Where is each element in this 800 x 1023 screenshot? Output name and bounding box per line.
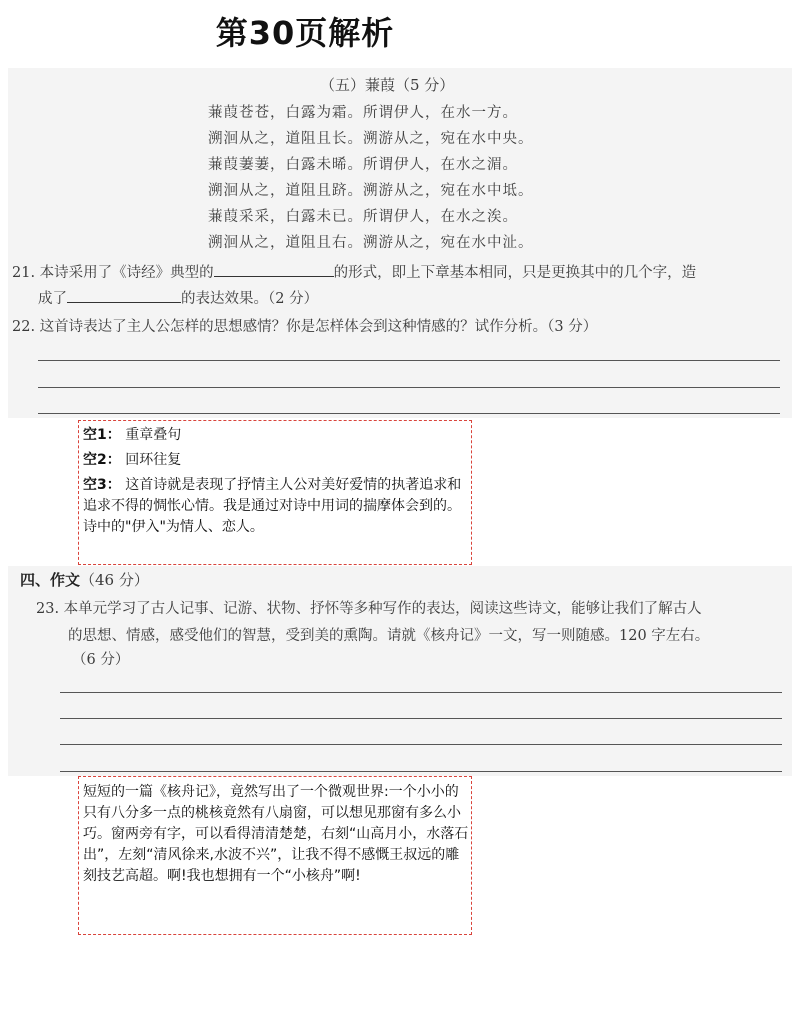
answer-blank-3-row bbox=[83, 475, 469, 538]
question-21-text: 21. 本诗采用了《诗经》典型的 bbox=[12, 265, 214, 281]
section-heading: 四、作文 bbox=[20, 571, 81, 589]
answer-line bbox=[60, 771, 782, 772]
answer-line bbox=[60, 718, 782, 719]
section-title bbox=[20, 569, 149, 590]
answer-blank-1-row bbox=[83, 425, 181, 446]
answer-line bbox=[38, 413, 780, 414]
question-23-line2: 的思想、情感，感受他们的智慧，受到美的熏陶。请就《核舟记》一文，写一则随感。120 字左右。 bbox=[68, 628, 710, 644]
question-21-text: 成了 bbox=[38, 291, 67, 307]
answer-label: 空2： bbox=[83, 452, 121, 468]
poem-title: （五）蒹葭（5 分） bbox=[320, 76, 455, 94]
question-23-line3: （6 分） bbox=[72, 652, 130, 668]
answer-label: 空1： bbox=[83, 427, 121, 443]
answer-line bbox=[60, 744, 782, 745]
question-21-line1 bbox=[12, 261, 696, 282]
answer-blank-2 bbox=[67, 288, 181, 303]
answer-box-composition bbox=[78, 776, 472, 935]
question-22: 22. 这首诗表达了主人公怎样的思想感情？你是怎样体会到这种情感的？试作分析。（3 分） bbox=[12, 319, 598, 335]
answer-text: 重章叠句 bbox=[125, 427, 182, 443]
poem-line: 蒹葭萋萋，白露未晞。所谓伊人，在水之湄。 bbox=[208, 157, 518, 173]
question-21-text: 的表达效果。（2 分） bbox=[181, 291, 319, 307]
answer-line bbox=[38, 387, 780, 388]
answer-blank-2-row bbox=[83, 450, 181, 471]
question-21-text: 的形式，即上下章基本相同，只是更换其中的几个字，造 bbox=[333, 265, 697, 281]
page-title: 第30页解析 bbox=[215, 14, 395, 52]
answer-text: 短短的一篇《核舟记》，竟然写出了一个微观世界:一个小小的只有八分多一点的桃核竟然有八扇窗，可以想见那窗有多么小巧。窗两旁有字，可以看得清清楚楚，右刻“山高月小，水落石出”，左刻“清风徐来,水波不兴”，让我不得不感慨王叔远的雕刻技艺高超。啊!我也想拥有一个“小核舟”啊! bbox=[83, 784, 469, 884]
answer-text: 这首诗就是表现了抒情主人公对美好爱情的执著追求和追求不得的惆怅心情。我是通过对诗中用词的揣摩体会到的。诗中的"伊入"为情人、恋人。 bbox=[83, 477, 462, 535]
answer-label: 空3： bbox=[83, 477, 121, 493]
question-21-line2 bbox=[38, 287, 318, 308]
poem-line: 溯洄从之，道阻且右。溯游从之，宛在水中沚。 bbox=[208, 235, 534, 251]
question-23-line1: 23. 本单元学习了古人记事、记游、状物、抒怀等多种写作的表达，阅读这些诗文，能够让我们了解古人 bbox=[36, 601, 702, 617]
poem-line: 蒹葭苍苍，白露为霜。所谓伊人，在水一方。 bbox=[208, 105, 518, 121]
answer-line bbox=[60, 692, 782, 693]
answer-blank-1 bbox=[214, 262, 334, 277]
poem-line: 溯洄从之，道阻且长。溯游从之，宛在水中央。 bbox=[208, 131, 534, 147]
poem-line: 溯洄从之，道阻且跻。溯游从之，宛在水中坻。 bbox=[208, 183, 534, 199]
answer-text: 回环往复 bbox=[125, 452, 182, 468]
answer-line bbox=[38, 360, 780, 361]
answer-box-poem bbox=[78, 420, 472, 565]
poem-line: 蒹葭采采，白露未已。所谓伊人，在水之涘。 bbox=[208, 209, 518, 225]
section-score: （46 分） bbox=[80, 571, 149, 589]
